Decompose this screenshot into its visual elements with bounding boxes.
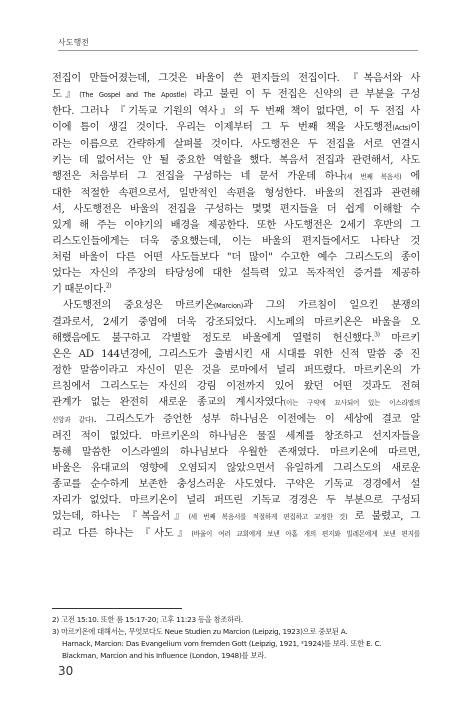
text-line: 관계가 없는 완전히 새로운 종교의 계시자였다(이는 구약에 묘사되어 있는 이스라엘의 [52, 396, 420, 408]
text-line: 있게 해 주는 이야기의 배경을 제공한다. 또한 사도행전은 2세기 후반의 그 [52, 219, 420, 231]
footnote-ref[interactable]: 2) [105, 282, 112, 290]
text-line: 한다. 그러나 『기독교 기원의 역사』의 두 번째 책이 없다면, 이 두 전집 사 [52, 105, 420, 117]
text-line: 신앙과 같다). 그리스도가 증언한 성부 하나님은 이전에는 이 세상에 결코 알 [52, 413, 420, 425]
text-line: 라는 이름으로 간략하게 살펴볼 것이다. 사도행전은 두 전집을 서로 연결시 [52, 138, 420, 150]
text-line: 전집이 만들어졌는데, 그것은 바울이 쓴 편지들의 전집이다. 『복음서와 사 [52, 72, 420, 84]
text-line: 사도행전의 중요성은 마르키온(Marcion)과 그의 가르침이 일으킨 분쟁의 [63, 299, 420, 311]
text-line: 정한 말씀이라고 자신이 믿은 것을 로마에서 널리 퍼뜨렸다. 마르키온의 가 [52, 364, 420, 376]
text-line: 었는데, 하나는 『복음서』(세 번째 복음서를 적절하게 편집하고 교정한 것) 로 불렸고, 그 [52, 510, 420, 522]
text-line: 리고 다른 하나는 『사도』(바울이 여러 교회에게 보낸 아홉 개의 편지와 빌레몬에게 보낸 편지를 [52, 527, 420, 539]
text-line: 르침에서 그리스도는 자신의 강림 이전까지 있어 왔던 어떤 것과도 전혀 [52, 380, 420, 392]
text-line: 이에 틈이 생길 것이다. 우리는 이제부터 그 두 번째 책을 사도행전(Acts)이 [52, 121, 420, 133]
body-text [52, 70, 420, 542]
footnote-ref[interactable]: 3) [374, 331, 380, 339]
text-line: 통해 말씀한 이스라엘의 하나님보다 우월한 존재였다. 마르키온에 따르면, [52, 446, 420, 458]
text-line: 었다는 자신의 주장의 타당성에 대한 설득력 있고 독자적인 증거를 제공하 [52, 267, 420, 279]
text-line: 처럼 바울이 다른 어떤 사도들보다 "더 많이" 수고한 예수 그리스도의 종이 [52, 251, 420, 263]
text-line: 온은 AD 144년경에, 그리스도가 출범시킨 새 시대를 위한 신적 말씀 중 진 [52, 348, 420, 360]
text-line: 도』(The Gospel and The Apostle) 라고 불린 이 두 전집은 신약의 큰 부분을 구성 [52, 88, 420, 100]
page-number: 30 [58, 664, 74, 678]
footnote-3: 3) 마르키온에 대해서는, 무엇보다도 Neue Studien zu Marcion (Leipzig, 1923)으로 중보된 A. [52, 627, 348, 636]
text-line: 리스도인들에게는 더욱 중요했는데, 이는 바울의 편지들에서도 나타난 것 [52, 235, 420, 247]
footnote-3-cont: Blackman, Marcion and his Influence (London, 1948)를 보라. [62, 651, 267, 660]
text-line: 대한 적절한 속편으로서, 일반적인 속편을 형성한다. 바울의 전집과 관련해 [52, 187, 420, 199]
text-line: 바울은 유대교의 영향에 오염되지 않았으면서 유일하게 그리스도의 새로운 [52, 462, 420, 474]
text-line: 행전은 처음부터 그 전집을 구성하는 네 문서 가운데 하나(세 번째 복음서) 에 [52, 170, 420, 182]
running-head: 사도행전 [58, 38, 89, 47]
footnote-3-cont: Harnack, Marcion: Das Evangelium vom fremden Gott (Leipzig, 1921, ²1924)를 보라. 또한 E. C. [62, 639, 382, 648]
text-line: 종교를 순수하게 보존한 충성스러운 사도였다. 구약은 기독교 경경에서 설 [52, 478, 420, 490]
text-line: 기 때문이다.$^{2)}$ [52, 282, 112, 295]
text-line: 결과로서, 2세기 중엽에 더욱 강조되었다. 시노페의 마르키온은 바울을 오 [52, 316, 420, 328]
text-line: 키는 데 없어서는 안 될 중요한 역할을 했다. 복음서 전집과 관련해서, 사도 [52, 154, 420, 166]
text-line: 자리가 없었다. 마르키온이 널리 퍼뜨린 기독교 경경은 두 부분으로 구성되 [52, 494, 420, 506]
text-line: 려진 적이 없었다. 마르키온의 하나님은 물질 세계를 창조하고 선지자들을 [52, 430, 420, 442]
footnote-2: 2) 고전 15:10. 또한 롬 15:17-20; 고후 11:23 등을 참조하라. [52, 615, 243, 624]
header-rule [58, 50, 418, 51]
footnotes [52, 614, 420, 662]
text-line: 서, 사도행전은 바울의 전집을 구성하는 몇몇 편지들을 더 쉽게 이해할 수 [52, 203, 420, 215]
footnote-rule [52, 608, 182, 609]
text-line: 해했음에도 불구하고 각별할 정도로 바울에게 열렬히 헌신했다.$^{3)}$ 마르키 [52, 331, 420, 344]
